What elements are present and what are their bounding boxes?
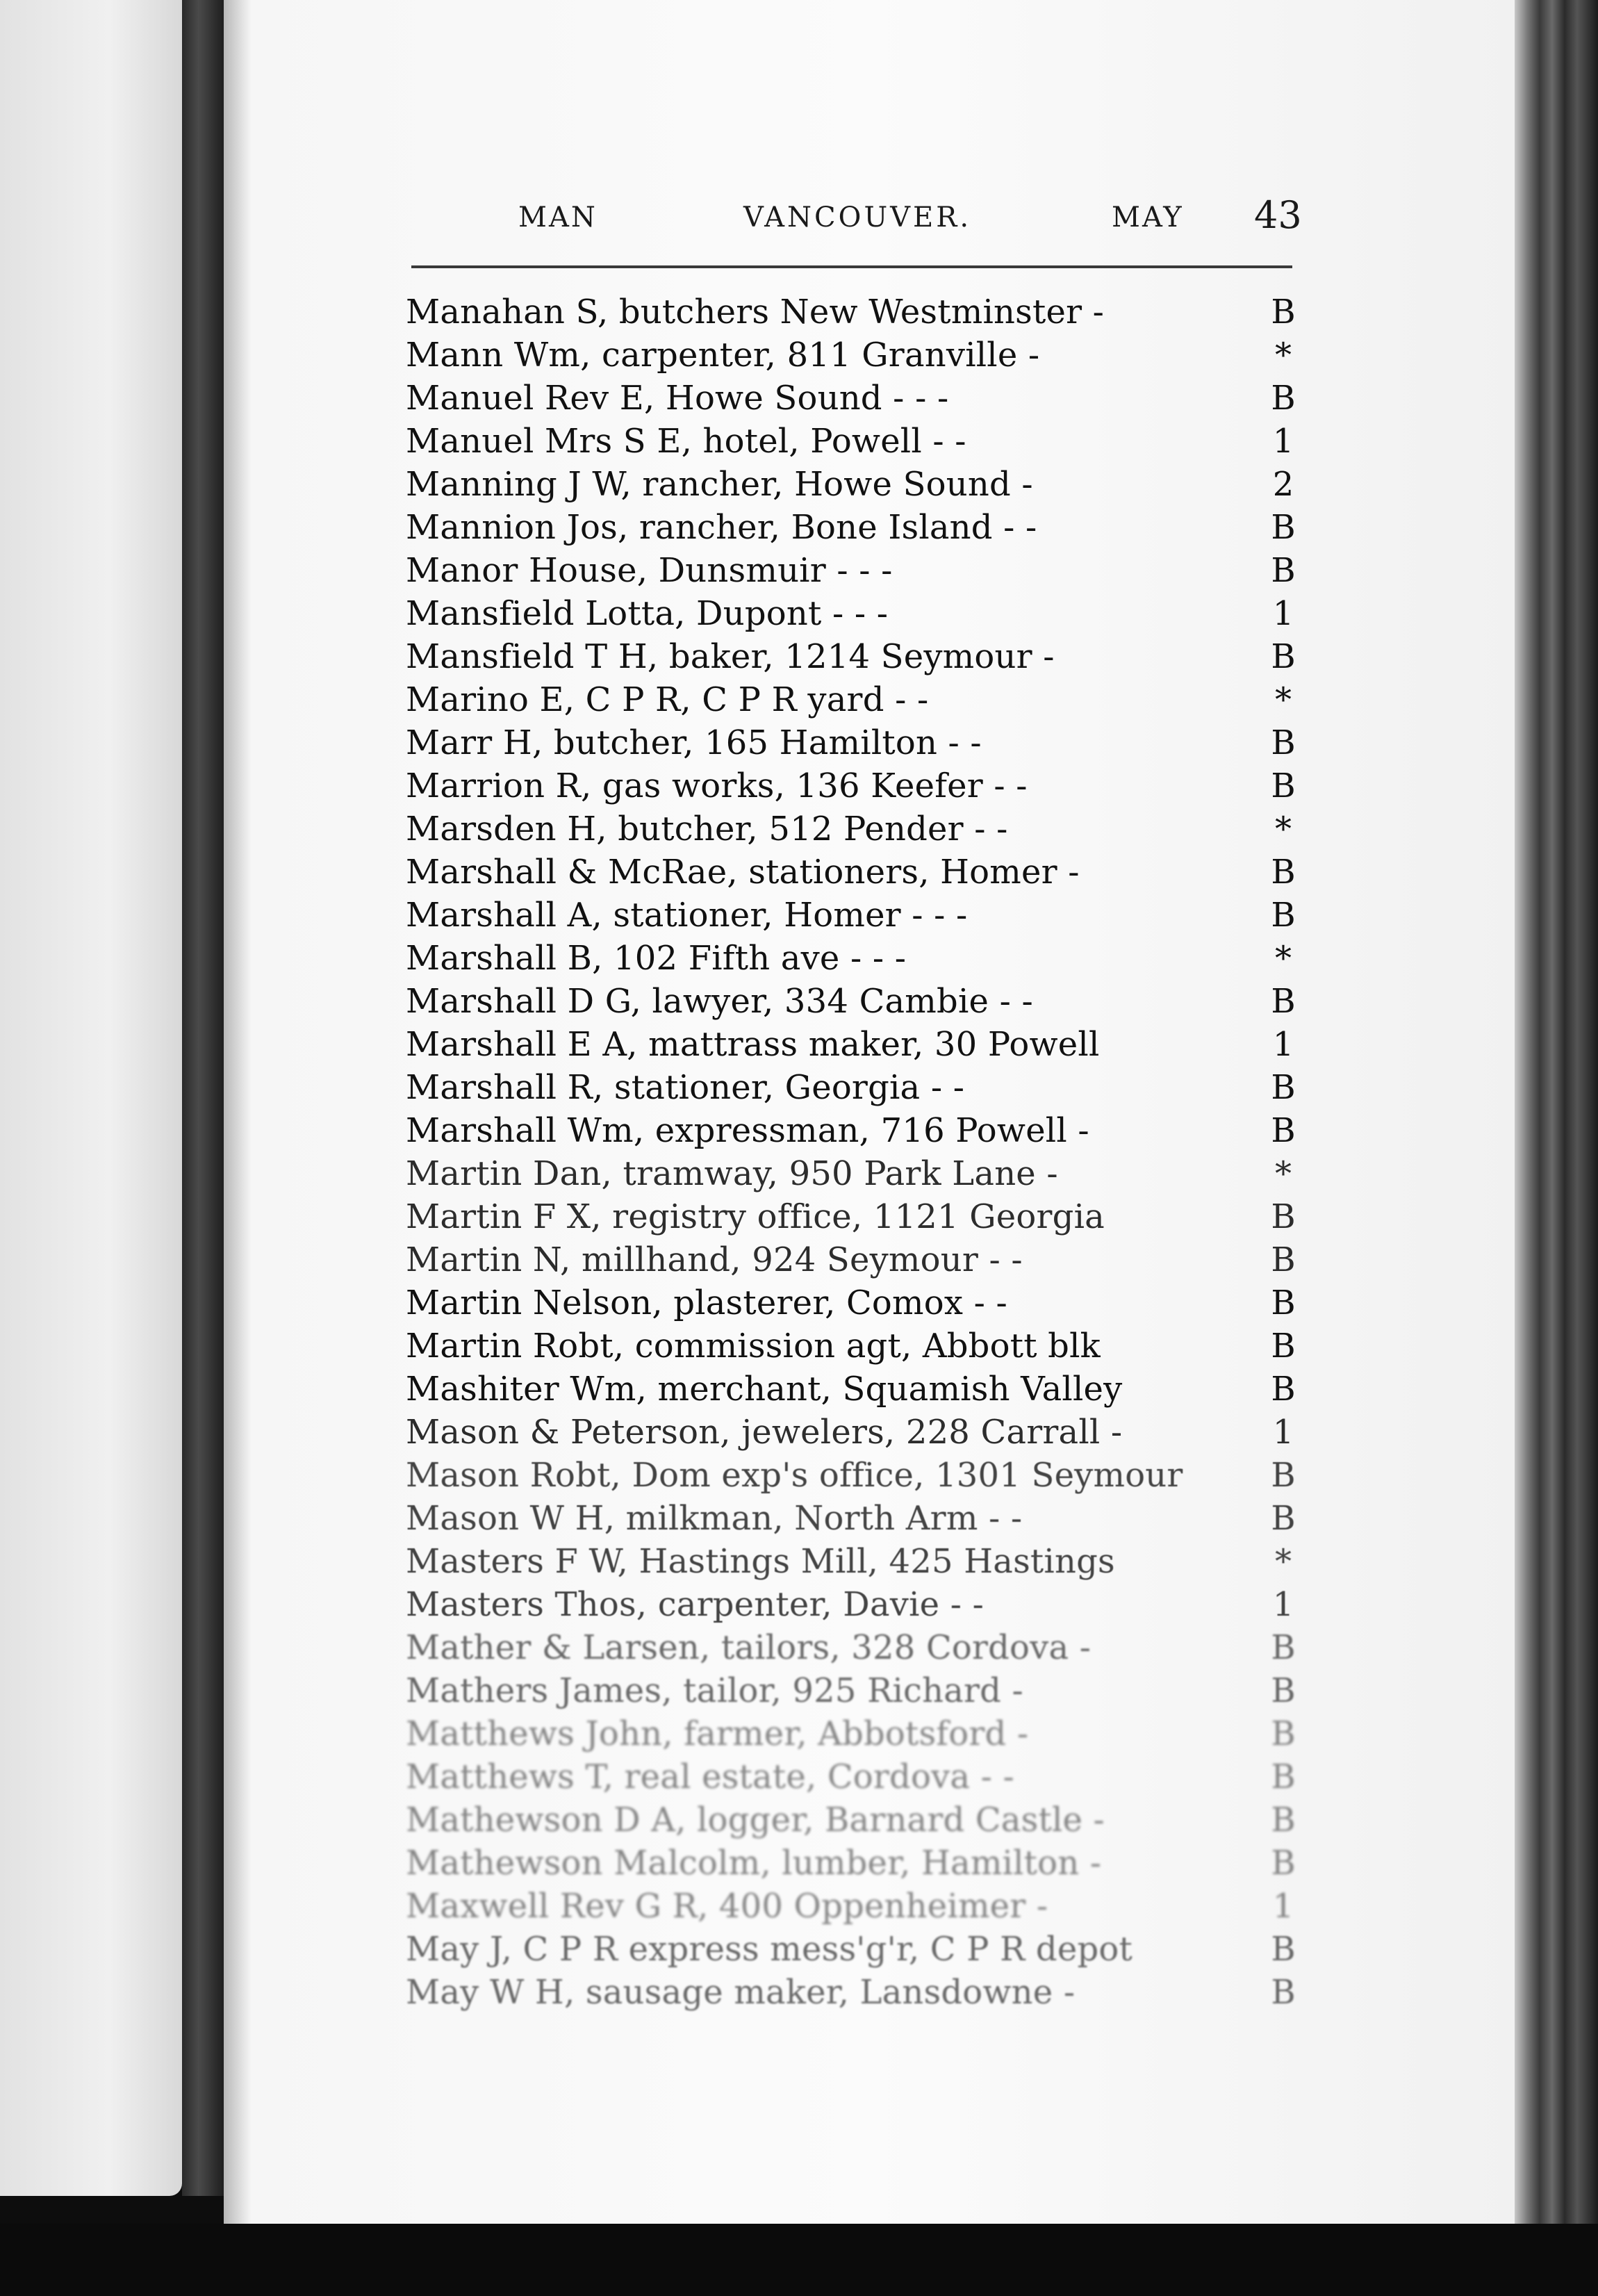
directory-entry [406,1497,1302,1540]
entry-code: * [1275,1154,1292,1193]
entry-code: B [1271,637,1296,676]
entry-text: Marino E, C P R, C P R yard - - [406,680,929,719]
directory-entry [406,1669,1302,1712]
entry-code: B [1271,1197,1296,1236]
running-head-left: MAN [518,202,598,233]
entry-code: B [1271,1671,1296,1710]
page-number: 43 [1254,193,1302,237]
entry-code: * [1275,810,1292,848]
entry-code: B [1271,551,1296,590]
directory-entry [406,1842,1302,1885]
directory-entry [406,807,1302,851]
directory-entry [406,506,1302,549]
entry-text: Manuel Rev E, Howe Sound - - - [406,379,949,418]
entry-text: Marrion R, gas works, 136 Keefer - - [406,766,1028,805]
entry-text: Mason Robt, Dom exp's office, 1301 Seymour [406,1456,1183,1495]
entry-text: Manning J W, rancher, Howe Sound - [406,465,1033,504]
entry-code: 1 [1272,1025,1294,1064]
directory-entry [406,1238,1302,1281]
left-page-edge [0,0,182,2196]
entry-text: Marsden H, butcher, 512 Pender - - [406,810,1008,848]
entry-code: B [1271,1714,1296,1753]
entry-text: May W H, sausage maker, Lansdowne - [406,1973,1076,2012]
directory-entry [406,678,1302,721]
entry-text: Marshall Wm, expressman, 716 Powell - [406,1111,1089,1150]
directory-entry [406,937,1302,980]
entry-text: Mathewson D A, logger, Barnard Castle - [406,1801,1105,1839]
directory-entry [406,764,1302,807]
directory-entry [406,851,1302,894]
entry-code: B [1271,1930,1296,1969]
entry-text: Manahan S, butchers New Westminster - [406,293,1105,331]
entry-text: Matthews John, farmer, Abbotsford - [406,1714,1029,1753]
entry-text: Marr H, butcher, 165 Hamilton - - [406,723,982,762]
entry-text: Marshall & McRae, stationers, Homer - [406,853,1080,892]
directory-entry [406,980,1302,1023]
entry-code: B [1271,1499,1296,1538]
directory-entry [406,1928,1302,1971]
directory-entry [406,334,1302,377]
entry-text: Manor House, Dunsmuir - - - [406,551,893,590]
entry-text: Mason W H, milkman, North Arm - - [406,1499,1023,1538]
header-rule [411,265,1292,268]
entry-code: * [1275,939,1292,978]
entry-code: B [1271,379,1296,418]
directory-entry [406,721,1302,764]
entry-text: Marshall D G, lawyer, 334 Cambie - - [406,982,1033,1021]
entry-code: * [1275,336,1292,375]
directory-entry [406,1885,1302,1928]
entry-text: Manuel Mrs S E, hotel, Powell - - [406,422,966,461]
directory-entry [406,1023,1302,1066]
entry-code: B [1271,1973,1296,2012]
directory-entry [406,1540,1302,1583]
entry-text: Martin Robt, commission agt, Abbott blk [406,1327,1101,1366]
directory-entry [406,1195,1302,1238]
entry-code: 1 [1272,422,1294,461]
directory-entry [406,1152,1302,1195]
entry-code: B [1271,1370,1296,1409]
entry-code: B [1271,1844,1296,1883]
entry-text: Mather & Larsen, tailors, 328 Cordova - [406,1628,1092,1667]
directory-entry [406,1281,1302,1325]
entry-code: B [1271,1327,1296,1366]
entry-text: Marshall A, stationer, Homer - - - [406,896,968,935]
directory-entry [406,1755,1302,1798]
directory-entry [406,635,1302,678]
entry-text: Mason & Peterson, jewelers, 228 Carrall - [406,1413,1123,1452]
entry-text: Marshall B, 102 Fifth ave - - - [406,939,907,978]
entry-text: Mathers James, tailor, 925 Richard - [406,1671,1023,1710]
directory-entry [406,1109,1302,1152]
entry-code: B [1271,1240,1296,1279]
entry-code: B [1271,293,1296,331]
entry-code: 1 [1272,594,1294,633]
running-head [410,193,1302,242]
entry-code: B [1271,1111,1296,1150]
entry-text: Martin Dan, tramway, 950 Park Lane - [406,1154,1058,1193]
entry-code: B [1271,896,1296,935]
entry-text: Mannion Jos, rancher, Bone Island - - [406,508,1037,547]
directory-entry [406,1454,1302,1497]
entry-code: B [1271,853,1296,892]
entry-text: Matthews T, real estate, Cordova - - [406,1757,1014,1796]
directory-entry [406,1325,1302,1368]
directory-entry [406,1583,1302,1626]
entry-text: Mashiter Wm, merchant, Squamish Valley [406,1370,1123,1409]
entry-text: Marshall R, stationer, Georgia - - [406,1068,965,1107]
entry-code: B [1271,982,1296,1021]
entry-code: B [1271,1628,1296,1667]
entry-text: Martin F X, registry office, 1121 Georgia [406,1197,1105,1236]
entry-code: 2 [1272,465,1294,504]
entry-code: B [1271,1757,1296,1796]
entry-text: Masters F W, Hastings Mill, 425 Hastings [406,1542,1115,1581]
entry-text: Marshall E A, mattrass maker, 30 Powell [406,1025,1100,1064]
entry-code: * [1275,680,1292,719]
entry-text: Mathewson Malcolm, lumber, Hamilton - [406,1844,1102,1883]
entry-code: B [1271,1284,1296,1322]
book-gutter [182,0,224,2196]
directory-entry [406,1712,1302,1755]
entry-text: Martin Nelson, plasterer, Comox - - [406,1284,1007,1322]
entry-text: May J, C P R express mess'g'r, C P R depot [406,1930,1132,1969]
directory-entry [406,1066,1302,1109]
directory-entry [406,1411,1302,1454]
entry-code: B [1271,1801,1296,1839]
running-head-title: VANCOUVER. [743,202,972,233]
scan-background [0,2224,1598,2296]
entry-text: Maxwell Rev G R, 400 Oppenheimer - [406,1887,1048,1926]
directory-entries [406,290,1302,2014]
directory-entry [406,377,1302,420]
entry-code: * [1275,1542,1292,1581]
entry-text: Martin N, millhand, 924 Seymour - - [406,1240,1023,1279]
directory-entry [406,1626,1302,1669]
entry-text: Mansfield Lotta, Dupont - - - [406,594,889,633]
entry-code: B [1271,723,1296,762]
directory-entry [406,1971,1302,2014]
directory-entry [406,549,1302,592]
entry-code: B [1271,1456,1296,1495]
directory-entry [406,1798,1302,1842]
entry-code: B [1271,1068,1296,1107]
running-head-right: MAY [1112,202,1184,233]
directory-entry [406,592,1302,635]
entry-text: Masters Thos, carpenter, Davie - - [406,1585,985,1624]
entry-code: B [1271,766,1296,805]
directory-entry [406,463,1302,506]
entry-code: 1 [1272,1585,1294,1624]
directory-entry [406,290,1302,334]
entry-text: Mansfield T H, baker, 1214 Seymour - [406,637,1055,676]
gutter-shadow [224,0,252,2224]
directory-entry [406,894,1302,937]
directory-entry [406,1368,1302,1411]
entry-code: 1 [1272,1413,1294,1452]
entry-code: 1 [1272,1887,1294,1926]
book-cover-edge [1515,0,1598,2296]
directory-entry [406,420,1302,463]
entry-code: B [1271,508,1296,547]
entry-text: Mann Wm, carpenter, 811 Granville - [406,336,1040,375]
